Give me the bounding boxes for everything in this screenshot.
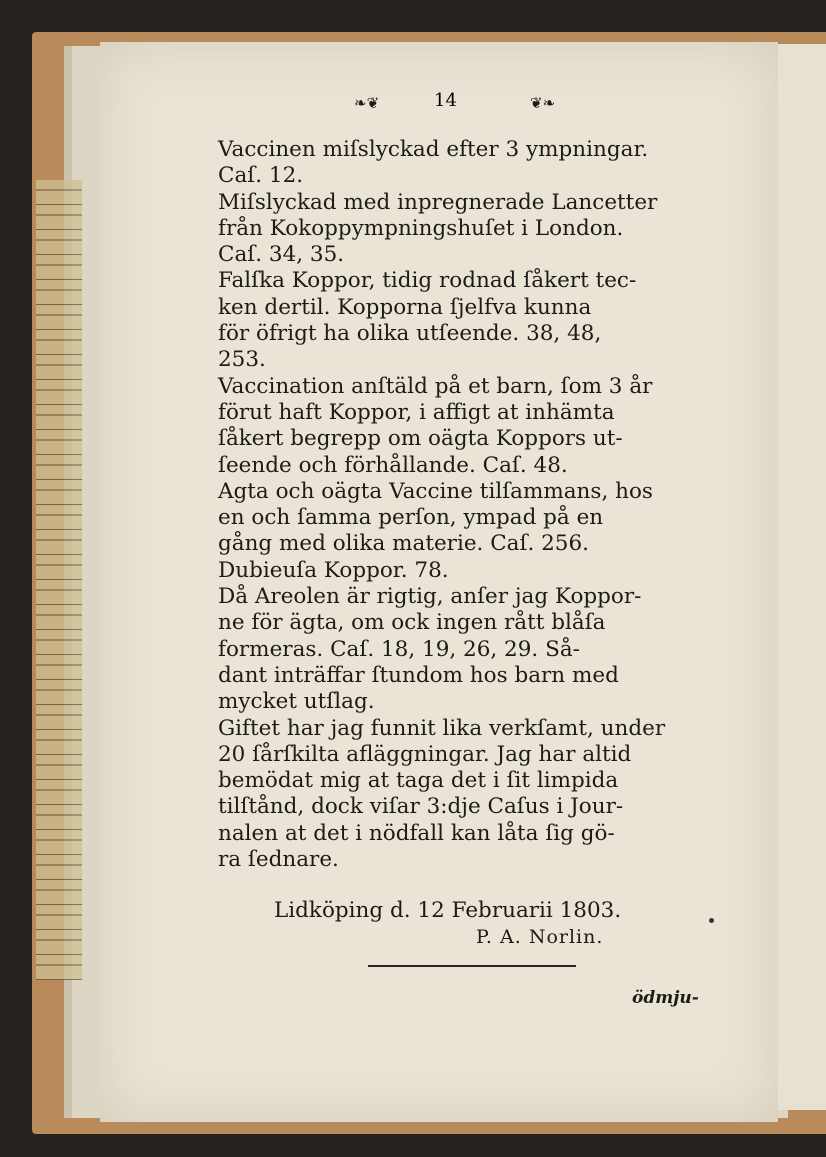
index-entry xyxy=(218,716,718,874)
ornament-right-icon: ❦❧ xyxy=(530,94,556,112)
entry-line: ken dertil. Kopporna ſjelfva kunna xyxy=(218,294,592,320)
entry-line: ſåkert begrepp om oägta Koppors ut- xyxy=(218,426,623,452)
index-entry xyxy=(218,190,718,269)
entry-line: förut haft Koppor, i affigt at inhämta xyxy=(218,399,615,425)
page-number: 14 xyxy=(434,90,457,111)
ink-dot xyxy=(709,918,714,923)
entry-line: Falſka Koppor, tidig rodnad ſåkert tec- xyxy=(218,268,637,294)
signature: P. A. Norlin. xyxy=(476,926,604,948)
page-header xyxy=(354,90,574,116)
entry-line: från Kokoppympningshuſet i London. xyxy=(218,215,624,241)
entry-line: Då Areolen är rigtig, anſer jag Koppor- xyxy=(218,584,642,610)
entry-line: formeras. Caſ. 18, 19, 26, 29. Så- xyxy=(218,636,580,662)
entry-line: för öfrigt ha olika utſeende. 38, 48, xyxy=(218,321,602,347)
entry-line: ne för ägta, om ock ingen rått blåſa xyxy=(218,610,606,636)
entry-line: en och ſamma perſon, ympad på en xyxy=(218,505,604,531)
index-entry xyxy=(218,268,718,373)
entry-line: gång med olika materie. Caſ. 256. xyxy=(218,531,589,557)
entry-line: ra ſednare. xyxy=(218,847,339,873)
entry-line: Agta och oägta Vaccine tilſammans, hos xyxy=(218,478,653,504)
entry-line: Vaccinen miſslyckad efter 3 ympningar. xyxy=(218,137,649,162)
index-entry xyxy=(218,584,718,715)
divider-rule xyxy=(368,965,576,967)
index-entries xyxy=(218,137,718,873)
entry-line: Caſ. 12. xyxy=(218,163,304,189)
entry-line: Miſslyckad med inpregnerade Lancetter xyxy=(218,189,658,215)
entry-line: 253. xyxy=(218,347,266,373)
catchword: ödmju- xyxy=(632,988,699,1008)
index-entry xyxy=(218,558,718,584)
entry-line: mycket utſlag. xyxy=(218,689,375,715)
spine-strip xyxy=(36,180,82,980)
index-entry xyxy=(218,137,718,190)
index-entry xyxy=(218,374,718,479)
index-text xyxy=(218,137,718,873)
entry-line: nalen at det i nödfall kan låta ſig gö- xyxy=(218,820,615,846)
facing-page-edge xyxy=(770,44,826,1110)
ornament-left-icon: ❧❦ xyxy=(354,94,380,112)
entry-line: Caſ. 34, 35. xyxy=(218,242,345,268)
entry-line: tilſtånd, dock viſar 3:dje Caſus i Jour- xyxy=(218,794,624,820)
entry-line: dant inträffar ſtundom hos barn med xyxy=(218,662,619,688)
entry-line: 20 ſårſkilta afläggningar. Jag har altid xyxy=(218,741,632,767)
place-date: Lidköping d. 12 Februarii 1803. xyxy=(274,898,622,923)
entry-line: Giftet har jag funnit lika verkſamt, under xyxy=(218,715,666,741)
index-entry xyxy=(218,479,718,558)
entry-line: ſeende och förhållande. Caſ. 48. xyxy=(218,452,568,478)
entry-line: Dubieuſa Koppor. 78. xyxy=(218,557,449,583)
entry-line: bemödat mig at taga det i ſit limpida xyxy=(218,768,619,794)
entry-line: Vaccination anſtäld på et barn, ſom 3 år xyxy=(218,373,653,399)
